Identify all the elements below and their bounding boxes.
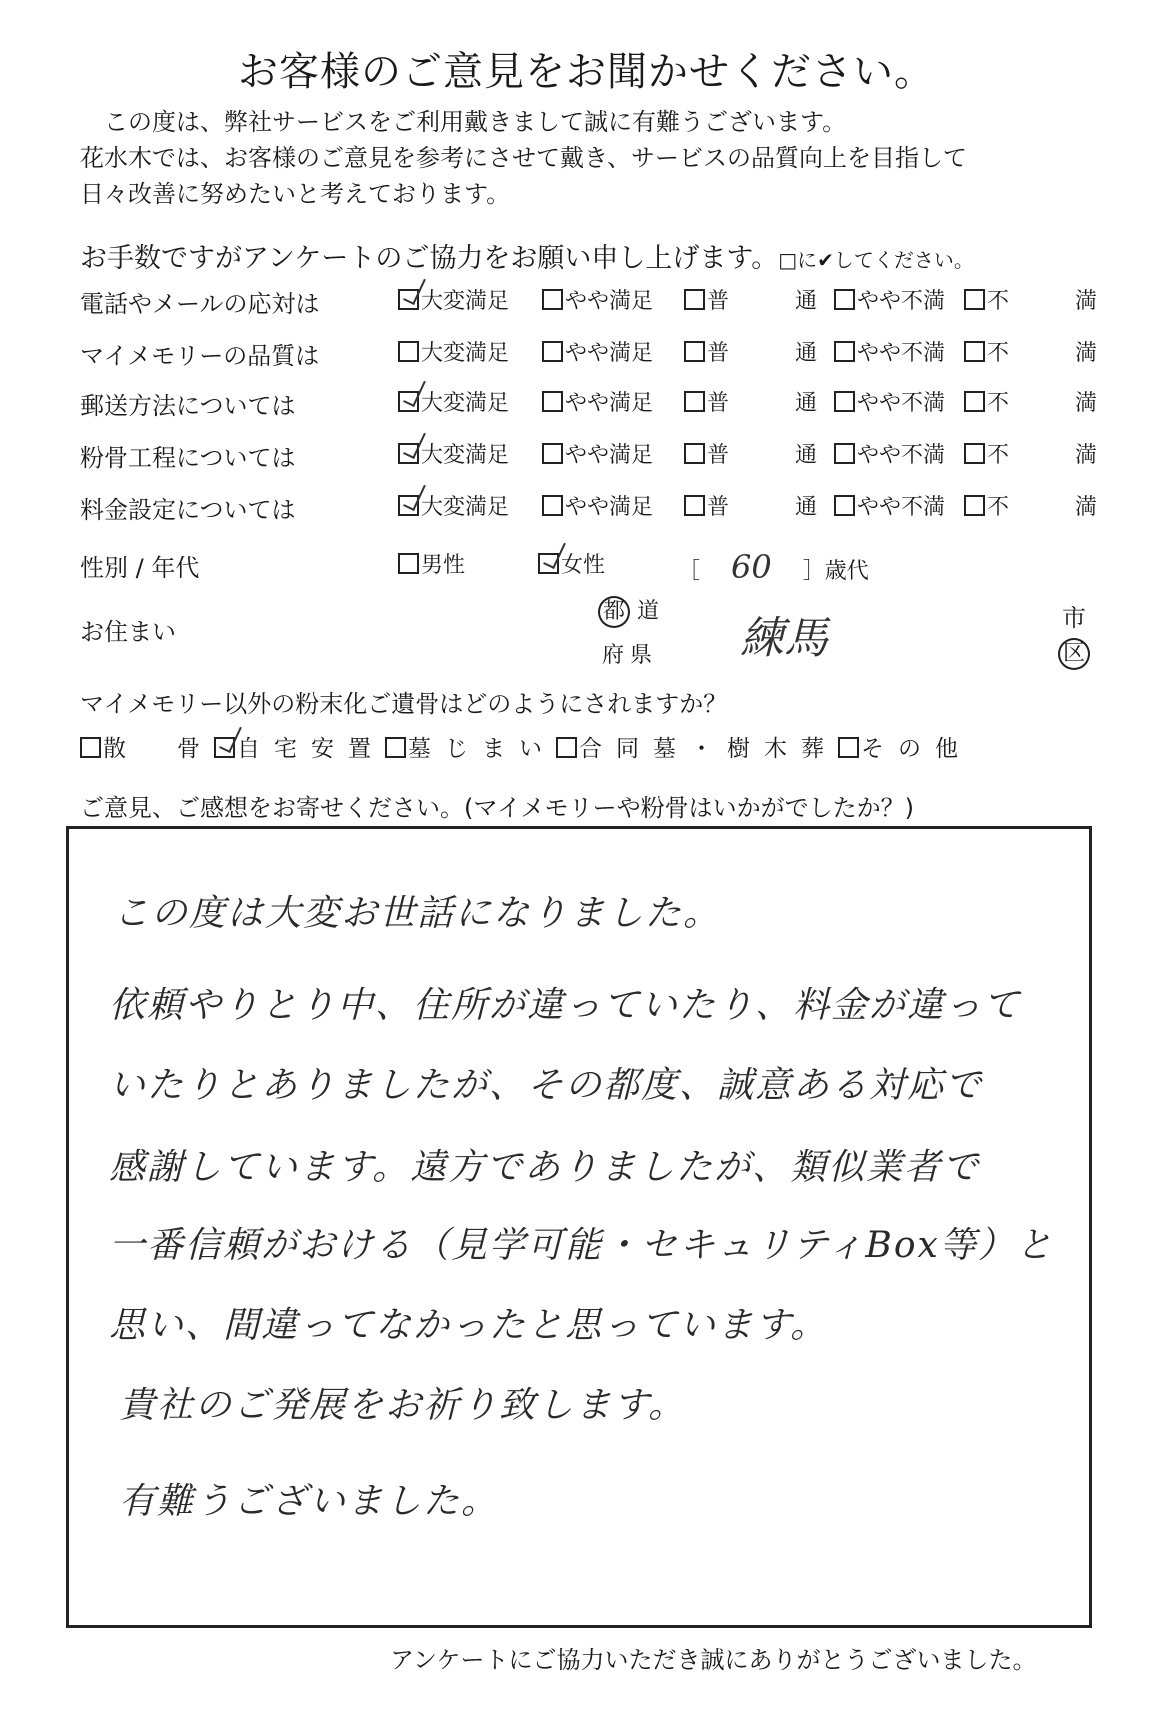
- remains-options: [80, 730, 1090, 763]
- rating-option[interactable]: [834, 386, 945, 417]
- prefecture-upper: [598, 594, 659, 628]
- rating-checkbox[interactable]: [542, 443, 563, 464]
- rating-option[interactable]: [542, 284, 653, 315]
- rating-question-label: マイメモリーの品質は: [80, 342, 320, 370]
- rating-option[interactable]: [964, 336, 1097, 367]
- intro-line-1: この度は、弊社サービスをご利用戴きまして誠に有難うございます。: [80, 108, 847, 136]
- city-handwritten[interactable]: 練馬: [740, 613, 828, 664]
- page-title: お客様のご意見をお聞かせください。: [238, 49, 935, 95]
- prefecture-ken[interactable]: 県: [630, 643, 659, 668]
- rating-checkbox[interactable]: [834, 341, 855, 362]
- footer-thanks: アンケートにご協力いただき誠にありがとうございました。: [390, 1646, 1037, 1674]
- municipality-ku[interactable]: [1058, 638, 1090, 670]
- checkbox-other[interactable]: [838, 737, 859, 758]
- rating-option-label: 大変満足: [421, 341, 510, 366]
- rating-option-label: 普 通: [707, 391, 818, 416]
- rating-option-label: 不 満: [987, 341, 1098, 366]
- rating-option-label: やや満足: [565, 391, 654, 416]
- residence-label: お住まい: [80, 618, 176, 646]
- rating-option[interactable]: [684, 284, 817, 315]
- comment-line: 貴社のご発展をお祈り致します。: [119, 1385, 687, 1426]
- comment-line: 依頼やりとり中、住所が違っていたり、料金が違って: [109, 985, 1022, 1026]
- rating-row: [80, 438, 1100, 478]
- intro-line-2: 花水木では、お客様のご意見を参考にさせて戴き、サービスの品質向上を目指して: [80, 144, 968, 172]
- comment-line: 一番信頼がおける（見学可能・セキュリティBox等）と: [109, 1225, 1054, 1266]
- comments-label: ご意見、ご感想をお寄せください。(マイメモリーや粉骨はいかがでしたか？): [80, 794, 915, 822]
- rating-checkbox[interactable]: [684, 443, 705, 464]
- rating-checkbox[interactable]: [398, 341, 419, 362]
- remains-option-home[interactable]: 自宅安置: [214, 736, 385, 762]
- rating-option-label: やや満足: [565, 443, 654, 468]
- rating-option[interactable]: [542, 438, 653, 469]
- rating-checkbox[interactable]: [684, 495, 705, 516]
- survey-instruction: □に✔してください。: [778, 248, 974, 272]
- rating-option-label: 普 通: [707, 341, 818, 366]
- municipality-ku-circled: 区: [1058, 638, 1090, 670]
- rating-option-label: 大変満足: [421, 495, 510, 520]
- gender-male-option[interactable]: 男性: [398, 548, 465, 579]
- comments-textarea[interactable]: [66, 826, 1092, 1628]
- prefecture-lower: [602, 638, 658, 669]
- rating-option-label: やや満足: [565, 341, 654, 366]
- rating-option-label: 大変満足: [421, 289, 510, 314]
- rating-option[interactable]: [398, 386, 509, 417]
- checkbox-grave-closing[interactable]: [385, 737, 406, 758]
- rating-row: [80, 386, 1100, 426]
- rating-option[interactable]: [964, 386, 1097, 417]
- rating-option-label: 不 満: [987, 391, 1098, 416]
- rating-option-label: やや不満: [857, 443, 946, 468]
- rating-option-label: 不 満: [987, 443, 1098, 468]
- rating-row: [80, 284, 1100, 324]
- rating-option-label: 大変満足: [421, 391, 510, 416]
- rating-option[interactable]: [964, 438, 1097, 469]
- checkbox-joint-grave[interactable]: [556, 737, 577, 758]
- rating-option[interactable]: [684, 386, 817, 417]
- rating-checkbox[interactable]: [834, 495, 855, 516]
- remains-option-grave-closing[interactable]: 墓じまい: [385, 736, 556, 762]
- rating-option[interactable]: [834, 284, 945, 315]
- rating-option-label: やや満足: [565, 495, 654, 520]
- remains-option-scatter[interactable]: 散 骨: [80, 736, 214, 762]
- rating-option-label: やや不満: [857, 391, 946, 416]
- gender-age-label: 性別 / 年代: [80, 554, 200, 582]
- rating-option-label: 普 通: [707, 443, 818, 468]
- rating-checkbox[interactable]: [398, 391, 419, 412]
- rating-checkbox[interactable]: [684, 341, 705, 362]
- rating-option-label: やや不満: [857, 289, 946, 314]
- rating-checkbox[interactable]: [834, 391, 855, 412]
- comment-line: 思い、間違ってなかったと思っています。: [109, 1305, 829, 1346]
- rating-checkbox[interactable]: [398, 289, 419, 310]
- rating-option-label: やや満足: [565, 289, 654, 314]
- rating-option-label: やや不満: [857, 495, 946, 520]
- checkbox-home[interactable]: [214, 737, 235, 758]
- rating-checkbox[interactable]: [398, 443, 419, 464]
- remains-question-label: マイメモリー以外の粉末化ご遺骨はどのようにされますか？: [80, 690, 728, 718]
- municipality-shi[interactable]: 市: [1062, 604, 1086, 632]
- rating-option-label: 不 満: [987, 495, 1098, 520]
- rating-checkbox[interactable]: [964, 495, 985, 516]
- rating-question-label: 料金設定については: [80, 496, 296, 524]
- age-field[interactable]: ［ 60 ］歳代: [678, 548, 869, 586]
- rating-option[interactable]: [542, 386, 653, 417]
- rating-checkbox[interactable]: [834, 443, 855, 464]
- comment-line: この度は大変お世話になりました。: [113, 893, 722, 934]
- rating-question-label: 粉骨工程については: [80, 444, 296, 472]
- survey-lead: [80, 236, 974, 275]
- rating-checkbox[interactable]: [964, 341, 985, 362]
- prefecture-fu[interactable]: 府: [602, 643, 631, 668]
- gender-female-option[interactable]: 女性: [538, 548, 605, 579]
- rating-option-label: 普 通: [707, 289, 818, 314]
- rating-option[interactable]: [834, 490, 945, 521]
- rating-option-label: やや不満: [857, 341, 946, 366]
- remains-option-joint-grave[interactable]: 合同墓・樹木葬: [556, 736, 838, 762]
- rating-option-label: 普 通: [707, 495, 818, 520]
- prefecture-do[interactable]: 道: [637, 599, 660, 624]
- rating-option-label: 不 満: [987, 289, 1098, 314]
- rating-checkbox[interactable]: [684, 391, 705, 412]
- rating-checkbox[interactable]: [964, 391, 985, 412]
- rating-checkbox[interactable]: [398, 495, 419, 516]
- comment-line: 感謝しています。遠方でありましたが、類似業者で: [109, 1147, 981, 1188]
- rating-question-label: 電話やメールの応対は: [80, 290, 320, 318]
- prefecture-to-circled[interactable]: 都: [598, 596, 630, 628]
- rating-option[interactable]: [684, 490, 817, 521]
- rating-row: [80, 490, 1100, 530]
- comment-line: 有難うございました。: [119, 1481, 500, 1522]
- rating-option[interactable]: [542, 490, 653, 521]
- rating-option[interactable]: [834, 336, 945, 367]
- rating-checkbox[interactable]: [542, 495, 563, 516]
- rating-checkbox[interactable]: [542, 391, 563, 412]
- remains-option-other[interactable]: その他: [838, 736, 972, 762]
- rating-question-label: 郵送方法については: [80, 392, 296, 420]
- rating-checkbox[interactable]: [542, 341, 563, 362]
- comment-line: いたりとありましたが、その都度、誠意ある対応で: [109, 1065, 984, 1106]
- rating-option[interactable]: [684, 336, 817, 367]
- checkbox-female[interactable]: [538, 553, 559, 574]
- rating-option[interactable]: [398, 284, 509, 315]
- rating-option[interactable]: [398, 490, 509, 521]
- survey-lead-text: お手数ですがアンケートのご協力をお願い申し上げます。: [80, 243, 779, 274]
- rating-option[interactable]: [684, 438, 817, 469]
- rating-option[interactable]: [964, 284, 1097, 315]
- rating-option[interactable]: [834, 438, 945, 469]
- checkbox-male[interactable]: [398, 553, 419, 574]
- rating-row: [80, 336, 1100, 376]
- rating-option[interactable]: [964, 490, 1097, 521]
- rating-option[interactable]: [398, 336, 509, 367]
- rating-checkbox[interactable]: [834, 289, 855, 310]
- checkbox-scatter[interactable]: [80, 737, 101, 758]
- rating-checkbox[interactable]: [964, 443, 985, 464]
- gender-age-row: [80, 548, 1100, 588]
- rating-option[interactable]: [398, 438, 509, 469]
- rating-option[interactable]: [542, 336, 653, 367]
- rating-option-label: 大変満足: [421, 443, 510, 468]
- intro-line-3: 日々改善に努めたいと考えております。: [80, 180, 511, 208]
- rating-checkbox[interactable]: [964, 289, 985, 310]
- age-value[interactable]: 60: [731, 548, 772, 586]
- rating-checkbox[interactable]: [542, 289, 563, 310]
- rating-checkbox[interactable]: [684, 289, 705, 310]
